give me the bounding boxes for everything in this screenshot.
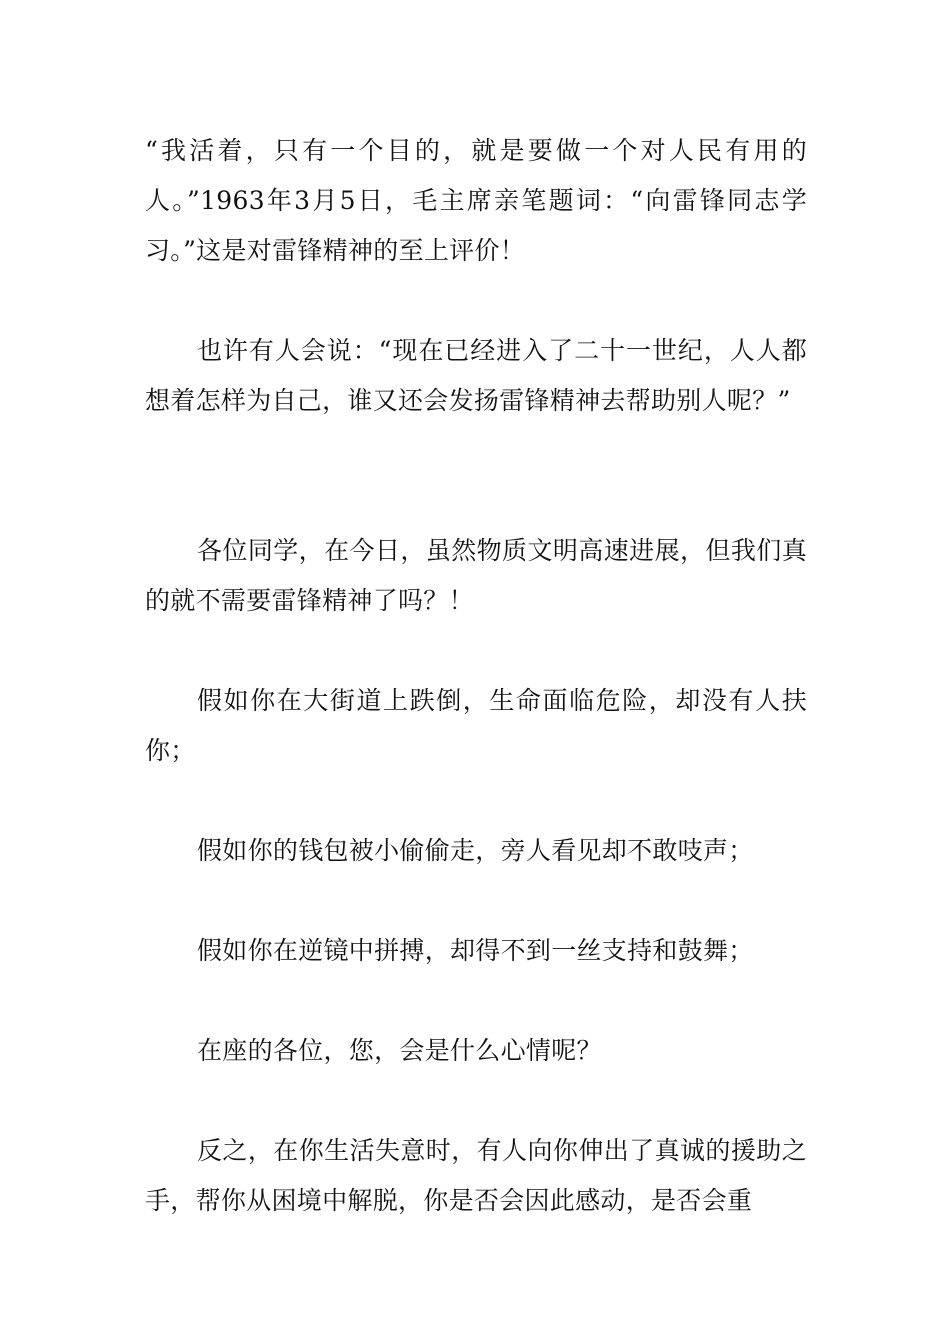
paragraph-adversity: 假如你在逆镜中拼搏，却得不到一丝支持和鼓舞； xyxy=(197,936,754,965)
paragraph-wallet-stolen: 假如你的钱包被小偷偷走，旁人看见却不敢吱声； xyxy=(197,836,754,865)
paragraph-classmates-question: 各位同学，在今日，虽然物质文明高速进展，但我们真的就不需要雷锋精神了吗？！ xyxy=(145,536,807,615)
paragraph-lei-feng-quote: “我活着，只有一个目的，就是要做一个对人民有用的人。”1963年3月5日，毛主席亲笔题词：“向雷锋同志学习。”这是对雷锋精神的至上评价！ xyxy=(145,136,807,265)
paragraph-conversely: 反之，在你生活失意时，有人向你伸出了真诚的援助之手，帮你从困境中解脱，你是否会因此感动，是否会重 xyxy=(145,1136,807,1215)
paragraph-fall-on-street: 假如你在大街道上跌倒，生命面临危险，却没有人扶你； xyxy=(145,686,807,765)
paragraph-21st-century: 也许有人会说：“现在已经进入了二十一世纪，人人都想着怎样为自己，谁又还会发扬雷锋精神去帮助别人呢？” xyxy=(145,336,807,415)
paragraph-how-feel: 在座的各位，您，会是什么心情呢？ xyxy=(197,1036,602,1065)
